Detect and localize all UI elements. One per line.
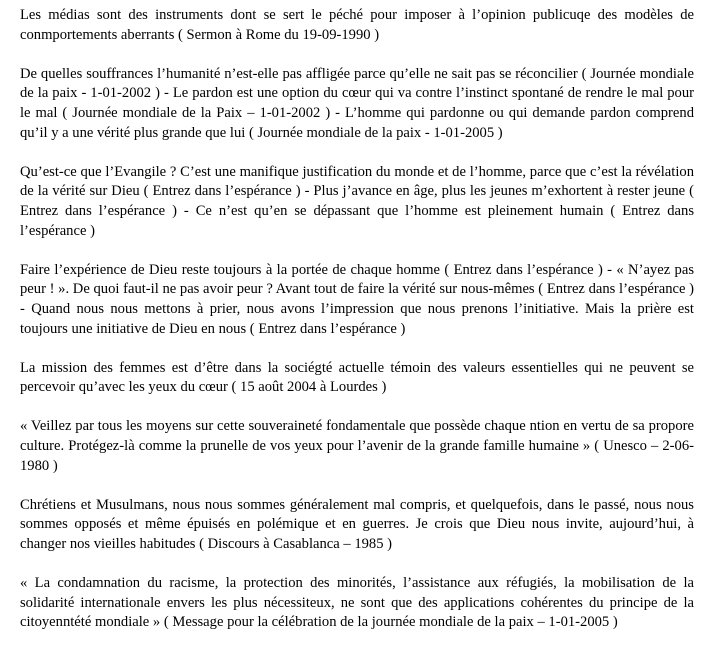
paragraph-unesco: « Veillez par tous les moyens sur cette souveraineté fondamentale que possède chaque ntion en vertu de sa propore culture. Protégez-là comme la prunelle de vos yeux pour l’avenir de la grande famille humaine » ( Unesco – 2-06-1980 ) xyxy=(20,418,694,474)
document-body xyxy=(20,6,694,633)
paragraph-femmes: La mission des femmes est d’être dans la sociégté actuelle témoin des valeurs essentielles qui ne peuvent se percevoir qu’avec les yeux du cœur ( 15 août 2004 à Lourdes ) xyxy=(20,359,694,396)
paragraph-citoyennete: « La condamnation du racisme, la protection des minorités, l’assistance aux réfugiés, la mobilisation de la solidarité internationale envers les plus nécessiteux, ne sont que des applications cohérentes du principe de la citoyenntété mondiale » ( Message pour la célébration de la journée mondiale de la paix – 1-01-2005 ) xyxy=(20,575,694,631)
paragraph-evangile: Qu’est-ce que l’Evangile ? C’est une manifique justification du monde et de l’homme, parce que c’est la révélation de la vérité sur Dieu ( Entrez dans l’espérance ) - Plus j’avance en âge, plus les jeunes m’exhortent à rester jeune ( Entrez dans l’espérance ) - Ce n’est qu’en se dépassant que l’homme est pleinement humain ( Entrez dans l’espérance ) xyxy=(20,163,694,239)
paragraph-media: Les médias sont des instruments dont se sert le péché pour imposer à l’opinion publicuqe des modèles de conmportements aberrants ( Sermon à Rome du 19-09-1990 ) xyxy=(20,7,694,43)
paragraph-priere: Faire l’expérience de Dieu reste toujours à la portée de chaque homme ( Entrez dans l’espérance ) - « N’ayez pas peur ! ». De quoi faut-il ne pas avoir peur ? Avant tout de faire la vérité sur nous-mêmes ( Entrez dans l’espérance ) - Quand nous nous mettons à prier, nous avons l’impression que nous prenons l’initiative. Mais la prière est toujours une initiative de Dieu en nous ( Entrez dans l’espérance ) xyxy=(20,261,694,337)
paragraph-casablanca: Chrétiens et Musulmans, nous nous sommes généralement mal compris, et quelquefois, dans le passé, nous nous sommes opposés et même épuisés en polémique et en guerres. Je crois que Dieu nous invite, aujourd’hui, à changer nos vieilles habitudes ( Discours à Casablanca – 1985 ) xyxy=(20,496,694,553)
paragraph-pardon: De quelles souffrances l’humanité n’est-elle pas affligée parce qu’elle ne sait pas se réconcilier ( Journée mondiale de la paix - 1-01-2002 ) - Le pardon est une option du cœur qui va contre l’instinct spontané de rendre le mal pour le mal ( Journée mondiale de la Paix – 1-01-2002 ) - L’homme qui pardonne ou qui demande pardon comprend qu’il y a une vérité plus grande que lui ( Journée mondiale de la paix - 1-01-2005 ) xyxy=(20,65,694,141)
